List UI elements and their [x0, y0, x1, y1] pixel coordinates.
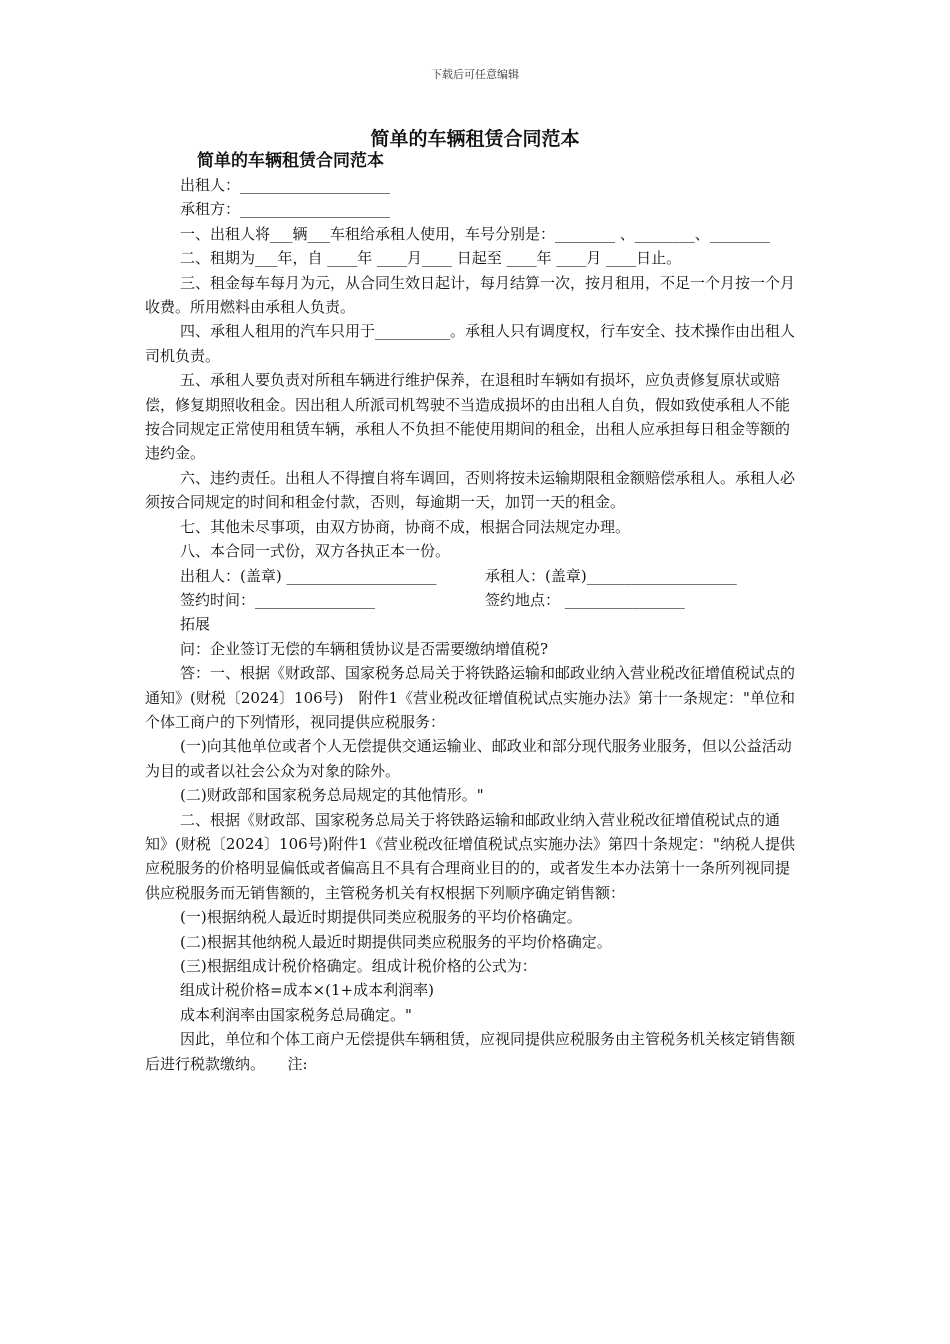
clause-7: 七、其他未尽事项，由双方协商，协商不成，根据合同法规定办理。	[180, 517, 631, 536]
sign-place: 签约地点： ________________	[485, 590, 685, 609]
header-note: 下载后可任意编辑	[431, 68, 519, 81]
answer-1-item-1: (一)向其他单位或者个人无偿提供交通运输业、邮政业和部分现代服务业服务，但以公益活动为目的或者以社会公众为对象的除外。	[145, 737, 792, 780]
sign-lessee: 承租人：(盖章)____________________	[485, 566, 737, 585]
sign-time: 签约时间：________________	[180, 590, 376, 609]
clause-4: 四、承租人租用的汽车只用于__________。承租人只有调度权，行车安全、技术操作由出租人司机负责。	[145, 322, 796, 365]
clause-6: 六、违约责任。出租人不得擅自将车调回，否则将按未运输期限租金额赔偿承租人。承租人必须按合同规定的时间和租金付款，否则，每逾期一天，加罚一天的租金。	[145, 468, 796, 512]
clause-8: 八、本合同一式份，双方各执正本一份。	[180, 542, 451, 561]
formula-note: 成本利润率由国家税务总局确定。"	[180, 1005, 412, 1024]
clause-3: 三、租金每车每月为元，从合同生效日起计，每月结算一次，按月租用，不足一个月按一个月收费。所用燃料由承租人负责。	[145, 273, 796, 317]
answer-1: 答：一、根据《财政部、国家税务总局关于将铁路运输和邮政业纳入营业税改征增值税试点的通知》(财税〔2024〕106号) 附件1《营业税改征增值税试点实施办法》第十一条规定："单位和个体工商户的下列情形，视同提供应税服务：	[145, 664, 796, 731]
signature-row	[145, 564, 800, 588]
answer-2-item-1: (一)根据纳税人最近时期提供同类应税服务的平均价格确定。	[180, 908, 582, 927]
clause-5: 五、承租人要负责对所租车辆进行维护保养，在退租时车辆如有损坏，应负责修复原状或赔偿，修复期照收租金。因出租人所派司机驾驶不当造成损坏的由出租人自负，假如致使承租人不能按合同规定正常使用租赁车辆，承租人不负担不能使用期间的租金，出租人应承担每日租金等额的违约金。	[145, 371, 791, 463]
document-subtitle: 简单的车辆租赁合同范本	[197, 151, 384, 171]
sign-date-row	[145, 588, 800, 612]
lessee-line: 承租方：____________________	[180, 200, 391, 219]
question: 问：企业签订无偿的车辆租赁协议是否需要缴纳增值税?	[180, 639, 549, 658]
sign-lessor: 出租人：(盖章) ____________________	[180, 566, 437, 585]
extension-heading: 拓展	[180, 615, 211, 634]
answer-2-item-2: (二)根据其他纳税人最近时期提供同类应税服务的平均价格确定。	[180, 932, 612, 951]
formula: 组成计税价格=成本×(1+成本利润率)	[180, 981, 434, 1000]
document-body	[145, 149, 800, 1076]
conclusion: 因此，单位和个体工商户无偿提供车辆租赁，应视同提供应税服务由主管税务机关核定销售额后进行税款缴纳。 注:	[145, 1030, 796, 1073]
answer-2-item-3: (三)根据组成计税价格确定。组成计税价格的公式为：	[180, 957, 537, 975]
clause-1: 一、出租人将___辆___车租给承租人使用，车号分别是：________ 、________、________	[180, 224, 770, 243]
answer-1-item-2: (二)财政部和国家税务总局规定的其他情形。"	[180, 786, 484, 805]
clause-2: 二、租期为___年，自 ____年 ____月____ 日起至 ____年 ____月 ____日止。	[180, 249, 682, 268]
answer-2: 二、根据《财政部、国家税务总局关于将铁路运输和邮政业纳入营业税改征增值税试点的通知》(财税〔2024〕106号)附件1《营业税改征增值税试点实施办法》第四十条规定："纳税人提供应税服务的价格明显偏低或者偏高且不具有合理商业目的的，或者发生本办法第十一条所列视同提供应税服务而无销售额的，主管税务机关有权根据下列顺序确定销售额：	[145, 810, 795, 902]
document-title: 简单的车辆租赁合同范本	[370, 128, 580, 150]
lessor-line: 出租人：____________________	[180, 176, 391, 194]
